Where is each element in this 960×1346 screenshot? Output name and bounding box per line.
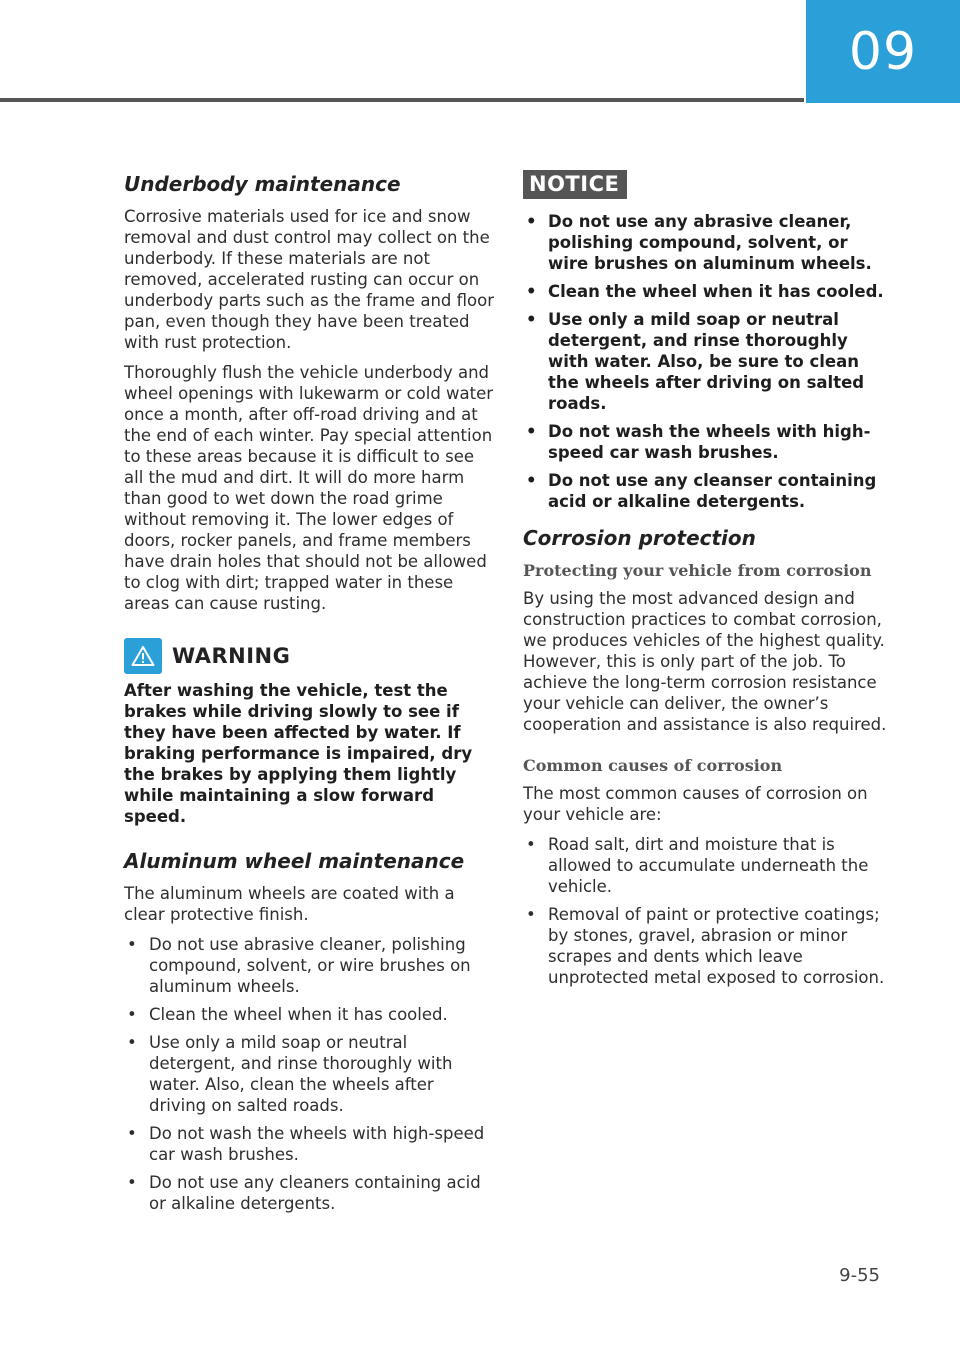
warning-text: After washing the vehicle, test the brakes while driving slowly to see if they have been affected by water. If braking performance is impaired, dry the brakes by applying them lightly while maintaining a slow forward speed. xyxy=(124,681,473,826)
notice-list xyxy=(523,211,893,512)
corrosion-paragraph-2: The most common causes of corrosion on your vehicle are: xyxy=(523,784,868,824)
list-item: • Do not use any cleanser containing acid or alkaline detergents. xyxy=(523,470,893,512)
list-item: • Road salt, dirt and moisture that is allowed to accumulate underneath the vehicle. xyxy=(523,834,893,897)
underbody-paragraph-1: Corrosive materials used for ice and snow removal and dust control may collect on the underbody. If these materials are not removed, accelerated rusting can occur on underbody parts such as the frame and floor pan, even though they have been treated with rust protection. xyxy=(124,207,494,352)
right-column xyxy=(523,170,893,996)
aluminum-list xyxy=(124,934,494,1214)
chapter-tab xyxy=(806,0,960,103)
list-item: • Clean the wheel when it has cooled. xyxy=(124,1004,494,1025)
warning-heading xyxy=(124,638,494,674)
underbody-paragraph-2: Thoroughly flush the vehicle underbody and wheel openings with lukewarm or cold water once a month, after off-road driving and at the end of each winter. Pay special attention to these areas because it is difficult to see all the mud and dirt. It will do more harm than good to wet down the road grime without removing it. The lower edges of doors, rocker panels, and frame members have drain holes that should not be allowed to clog with dirt; trapped water in these areas can cause rusting. xyxy=(124,363,494,613)
list-item: • Do not use any cleaners containing acid or alkaline detergents. xyxy=(124,1172,494,1214)
header-rule xyxy=(0,98,804,102)
chapter-number: 09 xyxy=(848,21,918,82)
list-item: • Removal of paint or protective coatings; by stones, gravel, abrasion or minor scrapes and dents which leave unprotected metal exposed to corrosion. xyxy=(523,904,893,988)
warning-triangle-icon xyxy=(124,638,162,674)
list-item: • Do not use abrasive cleaner, polishing compound, solvent, or wire brushes on aluminum wheels. xyxy=(124,934,494,997)
corrosion-subtitle-protecting: Protecting your vehicle from corrosion xyxy=(523,561,872,580)
corrosion-subtitle-causes: Common causes of corrosion xyxy=(523,756,783,775)
notice-badge: NOTICE xyxy=(523,170,627,199)
underbody-title: Underbody maintenance xyxy=(124,172,401,196)
list-item: • Do not wash the wheels with high-speed car wash brushes. xyxy=(124,1123,494,1165)
list-item: • Clean the wheel when it has cooled. xyxy=(523,281,893,302)
list-item: • Use only a mild soap or neutral detergent, and rinse thoroughly with water. Also, clean the wheels after driving on salted roads. xyxy=(124,1032,494,1116)
page-number: 9-55 xyxy=(839,1265,880,1286)
list-item: • Use only a mild soap or neutral detergent, and rinse thoroughly with water. Also, be sure to clean the wheels after driving on salted roads. xyxy=(523,309,893,414)
warning-title: WARNING xyxy=(172,644,291,668)
corrosion-list xyxy=(523,834,893,988)
list-item: • Do not wash the wheels with high-speed car wash brushes. xyxy=(523,421,893,463)
corrosion-paragraph-1: By using the most advanced design and construction practices to combat corrosion, we produces vehicles of the highest quality. However, this is only part of the job. To achieve the long-term corrosion resistance your vehicle can deliver, the owner’s cooperation and assistance is also required. xyxy=(523,589,887,734)
left-column xyxy=(124,170,494,1222)
aluminum-title: Aluminum wheel maintenance xyxy=(124,849,465,873)
corrosion-title: Corrosion protection xyxy=(523,526,756,550)
aluminum-intro: The aluminum wheels are coated with a clear protective finish. xyxy=(124,884,455,924)
list-item: • Do not use any abrasive cleaner, polishing compound, solvent, or wire brushes on aluminum wheels. xyxy=(523,211,893,274)
